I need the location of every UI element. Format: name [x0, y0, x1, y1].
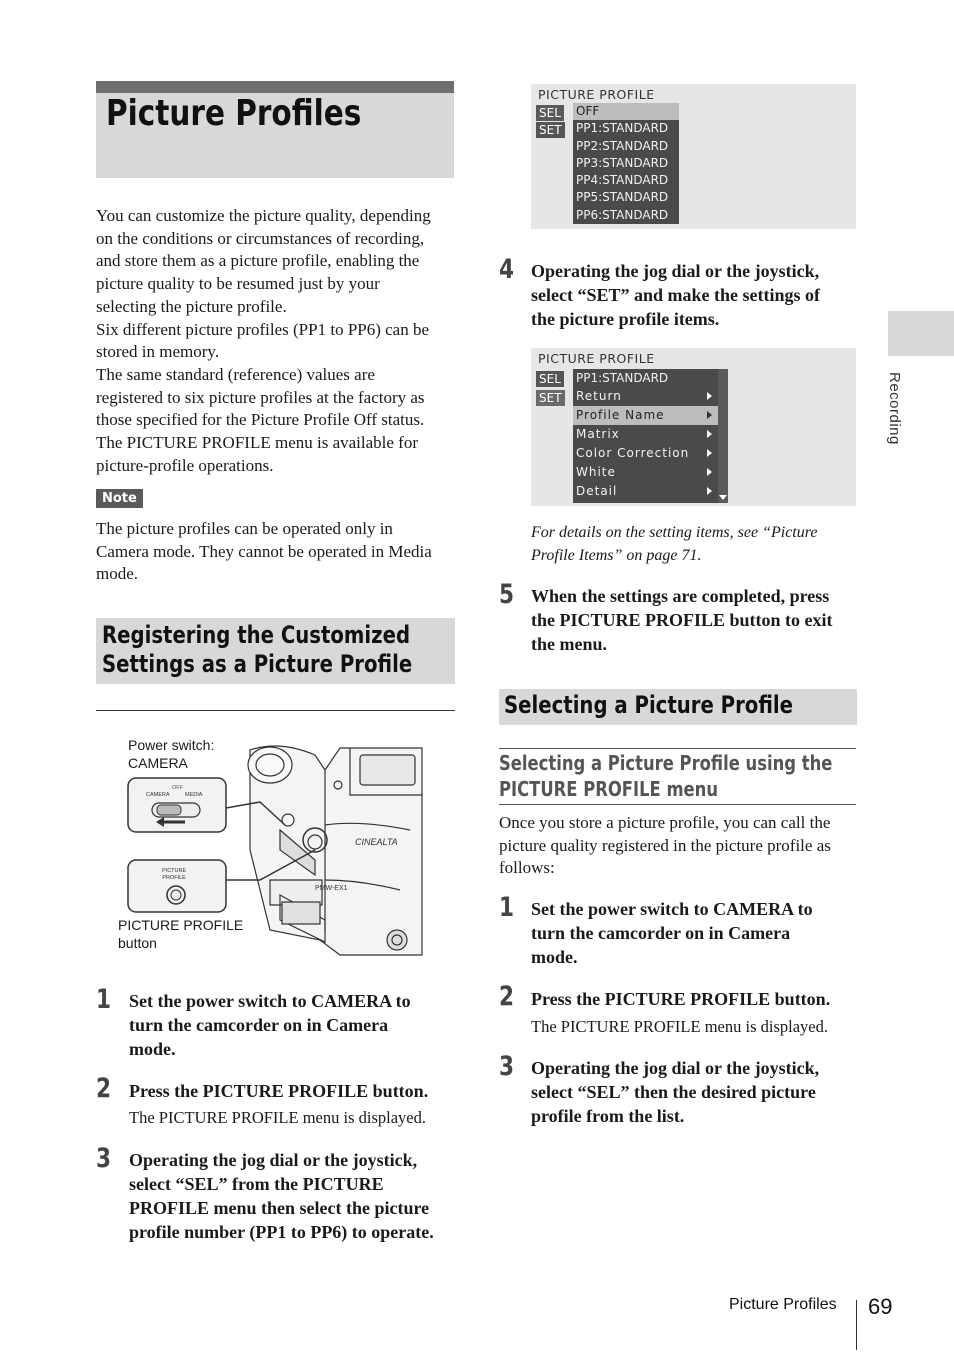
menu-item[interactable] — [573, 425, 718, 444]
chevron-right-icon — [707, 411, 712, 419]
settings-list — [573, 369, 718, 503]
intro-line: on the conditions or circumstances of recording, — [96, 228, 425, 248]
menu-header: PP1:STANDARD — [573, 369, 718, 387]
footer-section: Picture Profiles — [729, 1296, 837, 1313]
intro-line: follows: — [499, 858, 555, 878]
select-step-1-text — [531, 897, 861, 969]
menu-item[interactable]: PP1:STANDARD — [573, 120, 679, 137]
step-line: Operating the jog dial or the joystick, — [531, 261, 820, 281]
label-line: CAMERA — [128, 755, 188, 771]
divider — [499, 804, 856, 805]
menu-sel-tag: SEL — [536, 105, 564, 121]
step-line: profile number (PP1 to PP6) to operate. — [129, 1222, 434, 1242]
step-2-text: Press the PICTURE PROFILE button. — [129, 1081, 429, 1101]
menu-item[interactable] — [573, 482, 718, 501]
title-bar-stripe — [96, 81, 454, 93]
intro-line: Once you store a picture profile, you can call the — [499, 813, 831, 832]
step-line: the PICTURE PROFILE button to exit — [531, 610, 833, 630]
side-tab-label: Recording — [886, 372, 903, 445]
intro-line: The same standard (reference) values are — [96, 364, 375, 384]
button-print — [162, 868, 186, 882]
scrollbar[interactable] — [718, 369, 728, 503]
step-number: 4 — [499, 254, 515, 285]
label-line: PICTURE PROFILE — [118, 917, 244, 933]
step-line: profile from the list. — [531, 1106, 685, 1126]
menu-item[interactable]: PP4:STANDARD — [573, 172, 679, 189]
menu-title: PICTURE PROFILE — [538, 351, 655, 366]
intro-line: You can customize the picture quality, depending — [96, 206, 431, 225]
step-line: Operating the jog dial or the joystick, — [531, 1058, 820, 1078]
menu-item-label: Return — [576, 389, 622, 403]
step-number: 2 — [96, 1073, 112, 1104]
intro-line: picture-profile operations. — [96, 455, 274, 475]
power-switch-label — [128, 736, 214, 772]
menu-screen-profile-settings — [531, 348, 856, 506]
picture-profile-button-label — [118, 916, 243, 952]
menu-item[interactable]: PP3:STANDARD — [573, 155, 679, 172]
intro-line: The PICTURE PROFILE menu is available for — [96, 433, 419, 453]
step-line: mode. — [129, 1039, 176, 1059]
step-line: When the settings are completed, press — [531, 586, 830, 606]
step-line: the menu. — [531, 634, 607, 654]
note-line: The picture profiles can be operated only in — [96, 519, 393, 538]
scroll-down-icon[interactable] — [719, 495, 727, 500]
menu-item-label: Detail — [576, 484, 618, 498]
menu-set-tag: SET — [536, 390, 565, 406]
menu-item-label: Color Correction — [576, 446, 690, 460]
menu-sel-tag: SEL — [536, 371, 564, 387]
step-1-text — [129, 989, 459, 1061]
reference-line: For details on the setting items, see “Picture — [531, 524, 818, 541]
menu-item[interactable]: PP6:STANDARD — [573, 207, 679, 224]
section-heading-register — [96, 618, 455, 684]
details-reference — [531, 522, 861, 567]
step-5-text — [531, 584, 861, 656]
step-line: PROFILE menu then select the picture — [129, 1198, 430, 1218]
step-line: turn the camcorder on in Camera — [129, 1015, 389, 1035]
menu-item[interactable]: OFF — [573, 103, 679, 120]
intro-line: Six different picture profiles (PP1 to PP6) can be — [96, 319, 430, 339]
section-title-line: Registering the Customized — [102, 621, 411, 649]
step-number: 1 — [499, 892, 515, 923]
menu-item[interactable]: PP2:STANDARD — [573, 138, 679, 155]
subsection-title-line: PICTURE PROFILE menu — [499, 776, 719, 801]
intro-text — [96, 205, 456, 477]
menu-item[interactable] — [573, 463, 718, 482]
step-number: 2 — [499, 981, 515, 1012]
button-print-line: PROFILE — [162, 875, 186, 881]
svg-text:PMW-EX1: PMW-EX1 — [315, 885, 348, 892]
chevron-right-icon — [707, 392, 712, 400]
switch-camera-text: CAMERA — [146, 792, 170, 798]
menu-item-label: Profile Name — [576, 408, 665, 422]
intro-line: and store them as a picture profile, enabling the — [96, 251, 420, 271]
section-title-line: Settings as a Picture Profile — [102, 650, 413, 678]
select-step-3-text — [531, 1056, 861, 1128]
note-line: Camera mode. They cannot be operated in Media — [96, 541, 432, 561]
label-line: button — [118, 935, 157, 951]
note-badge: Note — [96, 489, 143, 508]
step-4-text — [531, 259, 861, 331]
step-line: Set the power switch to CAMERA to — [129, 991, 411, 1011]
step-number: 1 — [96, 984, 112, 1015]
switch-off-text: OFF — [172, 785, 183, 791]
subsection-heading — [499, 751, 859, 802]
intro-line: selecting the picture profile. — [96, 296, 287, 316]
menu-item-label: Matrix — [576, 427, 620, 441]
menu-item[interactable] — [573, 406, 718, 425]
camcorder-illustration — [110, 730, 430, 965]
menu-item-label: White — [576, 465, 616, 479]
intro-line: stored in memory. — [96, 342, 220, 362]
note-line: mode. — [96, 564, 139, 584]
profile-list — [573, 103, 679, 224]
step-number: 3 — [96, 1143, 112, 1174]
step-line: the picture profile items. — [531, 309, 720, 329]
chevron-right-icon — [707, 468, 712, 476]
svg-text:CINEALTA: CINEALTA — [355, 837, 398, 847]
menu-set-tag: SET — [536, 122, 565, 138]
step-line: mode. — [531, 947, 578, 967]
step-line: turn the camcorder on in Camera — [531, 923, 791, 943]
menu-item[interactable] — [573, 444, 718, 463]
select-step-2-result: The PICTURE PROFILE menu is displayed. — [531, 1017, 828, 1036]
page-title: Picture Profiles — [106, 93, 362, 134]
subsection-title-line: Selecting a Picture Profile using the — [499, 751, 833, 775]
reference-line: Profile Items” on page 71. — [531, 546, 702, 564]
intro-line: picture quality registered in the picture profile as — [499, 835, 831, 855]
menu-item[interactable]: PP5:STANDARD — [573, 189, 679, 206]
step-line: select “SEL” from the PICTURE — [129, 1174, 384, 1194]
intro-line: those specified for the Picture Profile Off status. — [96, 410, 425, 430]
intro-line: picture quality to be resumed just by your — [96, 274, 380, 294]
section-title: Selecting a Picture Profile — [504, 691, 794, 719]
select-step-2-text: Press the PICTURE PROFILE button. — [531, 989, 831, 1009]
step-number: 5 — [499, 579, 515, 610]
subsection-intro — [499, 812, 859, 880]
footer-divider — [856, 1300, 857, 1350]
intro-line: registered to six picture profiles at the factory as — [96, 387, 425, 407]
menu-screen-profile-list — [531, 84, 856, 229]
step-3-text — [129, 1148, 459, 1244]
page-number: 69 — [868, 1294, 893, 1319]
divider — [96, 710, 455, 711]
chevron-right-icon — [707, 487, 712, 495]
note-text — [96, 518, 456, 586]
step-line: select “SET” and make the settings of — [531, 285, 820, 305]
label-line: Power switch: — [128, 737, 215, 753]
step-2-result: The PICTURE PROFILE menu is displayed. — [129, 1108, 426, 1127]
side-tab-marker — [888, 311, 954, 356]
title-banner — [96, 81, 454, 178]
section-heading-select — [499, 689, 857, 725]
chevron-right-icon — [707, 449, 712, 457]
divider — [499, 748, 856, 749]
step-line: select “SEL” then the desired picture — [531, 1082, 816, 1102]
button-print-line: PICTURE — [162, 868, 187, 874]
menu-item[interactable] — [573, 387, 718, 406]
switch-media-text: MEDIA — [185, 792, 203, 798]
step-line: Set the power switch to CAMERA to — [531, 899, 813, 919]
step-line: Operating the jog dial or the joystick, — [129, 1150, 418, 1170]
menu-title: PICTURE PROFILE — [538, 87, 655, 102]
chevron-right-icon — [707, 430, 712, 438]
step-number: 3 — [499, 1051, 515, 1082]
